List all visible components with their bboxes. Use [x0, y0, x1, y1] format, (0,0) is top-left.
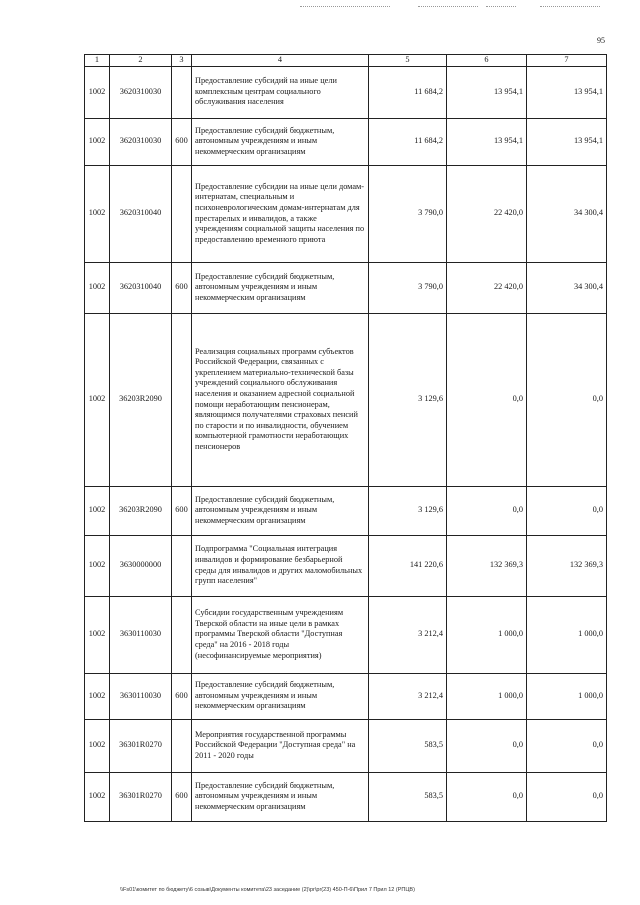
target-code-cell: 36203R2090 — [110, 486, 172, 535]
amount-cell-year-3: 13 954,1 — [527, 118, 607, 165]
table-row — [85, 262, 607, 313]
description-cell: Предоставление субсидий на иные цели комплексным центрам социального обслуживания населения — [192, 66, 369, 118]
section-cell: 1002 — [85, 262, 110, 313]
description-cell: Предоставление субсидии на иные цели домам-интернатам, специальным и психоневрологическим домам-интернатам для престарелых и инвалидов, а также учреждениям социальной защиты населения по предоставлению временного приюта — [192, 165, 369, 262]
expense-type-cell: 600 — [172, 486, 192, 535]
amount-cell-year-2: 22 420,0 — [447, 165, 527, 262]
amount-cell-year-3: 0,0 — [527, 719, 607, 772]
description-cell: Предоставление субсидий бюджетным, автономным учреждениям и иным некоммерческим организациям — [192, 118, 369, 165]
description-cell: Мероприятия государственной программы Российской Федерации "Доступная среда" на 2011 - 2020 годы — [192, 719, 369, 772]
table-row — [85, 535, 607, 596]
amount-cell-year-1: 583,5 — [369, 719, 447, 772]
amount-cell-year-3: 1 000,0 — [527, 673, 607, 719]
description-cell: Подпрограмма "Социальная интеграция инвалидов и формирование безбарьерной среды для инвалидов и других маломобильных групп населения" — [192, 535, 369, 596]
table-row — [85, 772, 607, 821]
amount-cell-year-2: 13 954,1 — [447, 66, 527, 118]
description-cell: Субсидии государственным учреждениям Тверской области на иные цели в рамках программы Тверской области "Доступная среда" на 2016 - 2018 годы (несофинансируемые мероприятия) — [192, 596, 369, 673]
amount-cell-year-3: 0,0 — [527, 313, 607, 486]
amount-cell-year-2: 132 369,3 — [447, 535, 527, 596]
section-cell: 1002 — [85, 66, 110, 118]
section-cell: 1002 — [85, 535, 110, 596]
footer-file-path: \\Fs01\комитет по бюджету\6 созыв\Документы комитета\23 заседание (2)\pr\pr(23) 450-П-6\Прил 7 Прил 12 (РПЦВ) — [120, 887, 415, 893]
column-header: 7 — [527, 55, 607, 67]
table-row — [85, 66, 607, 118]
amount-cell-year-3: 1 000,0 — [527, 596, 607, 673]
table-row — [85, 118, 607, 165]
section-cell: 1002 — [85, 596, 110, 673]
amount-cell-year-3: 0,0 — [527, 486, 607, 535]
expense-type-cell — [172, 596, 192, 673]
scan-mark — [300, 6, 390, 9]
target-code-cell: 36203R2090 — [110, 313, 172, 486]
expense-type-cell: 600 — [172, 673, 192, 719]
expense-type-cell: 600 — [172, 772, 192, 821]
amount-cell-year-1: 583,5 — [369, 772, 447, 821]
description-cell: Реализация социальных программ субъектов Российской Федерации, связанных с укреплением материально-технической базы учреждений социального обслуживания населения и оказанием адресной социальной помощи неработающим пенсионерам, являющимся получателями страховых пенсий по старости и по инвалидности, обучением компьютерной грамотности неработающих пенсионеров — [192, 313, 369, 486]
table-row — [85, 313, 607, 486]
expense-type-cell: 600 — [172, 118, 192, 165]
amount-cell-year-2: 1 000,0 — [447, 596, 527, 673]
expense-type-cell — [172, 165, 192, 262]
amount-cell-year-2: 22 420,0 — [447, 262, 527, 313]
expense-type-cell — [172, 313, 192, 486]
amount-cell-year-3: 34 300,4 — [527, 262, 607, 313]
amount-cell-year-1: 3 790,0 — [369, 262, 447, 313]
amount-cell-year-2: 0,0 — [447, 313, 527, 486]
table-row — [85, 719, 607, 772]
budget-table — [84, 54, 607, 822]
amount-cell-year-1: 11 684,2 — [369, 66, 447, 118]
description-cell: Предоставление субсидий бюджетным, автономным учреждениям и иным некоммерческим организациям — [192, 673, 369, 719]
table-row — [85, 673, 607, 719]
section-cell: 1002 — [85, 772, 110, 821]
expense-type-cell: 600 — [172, 262, 192, 313]
section-cell: 1002 — [85, 486, 110, 535]
table-row — [85, 165, 607, 262]
section-cell: 1002 — [85, 313, 110, 486]
column-header: 2 — [110, 55, 172, 67]
target-code-cell: 3630110030 — [110, 596, 172, 673]
section-cell: 1002 — [85, 673, 110, 719]
amount-cell-year-2: 0,0 — [447, 486, 527, 535]
column-header: 3 — [172, 55, 192, 67]
section-cell: 1002 — [85, 165, 110, 262]
expense-type-cell — [172, 535, 192, 596]
target-code-cell: 3630110030 — [110, 673, 172, 719]
description-cell: Предоставление субсидий бюджетным, автономным учреждениям и иным некоммерческим организациям — [192, 262, 369, 313]
amount-cell-year-1: 11 684,2 — [369, 118, 447, 165]
target-code-cell: 36301R0270 — [110, 772, 172, 821]
target-code-cell: 3630000000 — [110, 535, 172, 596]
scan-mark — [540, 6, 600, 9]
scan-mark — [418, 6, 478, 9]
amount-cell-year-1: 3 212,4 — [369, 673, 447, 719]
amount-cell-year-2: 1 000,0 — [447, 673, 527, 719]
amount-cell-year-2: 13 954,1 — [447, 118, 527, 165]
column-header: 4 — [192, 55, 369, 67]
description-cell: Предоставление субсидий бюджетным, автономным учреждениям и иным некоммерческим организациям — [192, 772, 369, 821]
amount-cell-year-3: 0,0 — [527, 772, 607, 821]
scan-mark — [486, 6, 516, 9]
table-row — [85, 596, 607, 673]
amount-cell-year-3: 132 369,3 — [527, 535, 607, 596]
target-code-cell: 3620310040 — [110, 165, 172, 262]
amount-cell-year-1: 3 790,0 — [369, 165, 447, 262]
target-code-cell: 3620310030 — [110, 66, 172, 118]
table-header-row — [85, 55, 607, 67]
expense-type-cell — [172, 66, 192, 118]
amount-cell-year-1: 3 129,6 — [369, 313, 447, 486]
amount-cell-year-2: 0,0 — [447, 719, 527, 772]
target-code-cell: 3620310040 — [110, 262, 172, 313]
amount-cell-year-1: 3 212,4 — [369, 596, 447, 673]
amount-cell-year-3: 13 954,1 — [527, 66, 607, 118]
amount-cell-year-1: 3 129,6 — [369, 486, 447, 535]
amount-cell-year-3: 34 300,4 — [527, 165, 607, 262]
column-header: 1 — [85, 55, 110, 67]
expense-type-cell — [172, 719, 192, 772]
section-cell: 1002 — [85, 118, 110, 165]
column-header: 5 — [369, 55, 447, 67]
column-header: 6 — [447, 55, 527, 67]
section-cell: 1002 — [85, 719, 110, 772]
table-row — [85, 486, 607, 535]
amount-cell-year-2: 0,0 — [447, 772, 527, 821]
description-cell: Предоставление субсидий бюджетным, автономным учреждениям и иным некоммерческим организациям — [192, 486, 369, 535]
page-number: 95 — [597, 36, 605, 45]
target-code-cell: 3620310030 — [110, 118, 172, 165]
target-code-cell: 36301R0270 — [110, 719, 172, 772]
amount-cell-year-1: 141 220,6 — [369, 535, 447, 596]
